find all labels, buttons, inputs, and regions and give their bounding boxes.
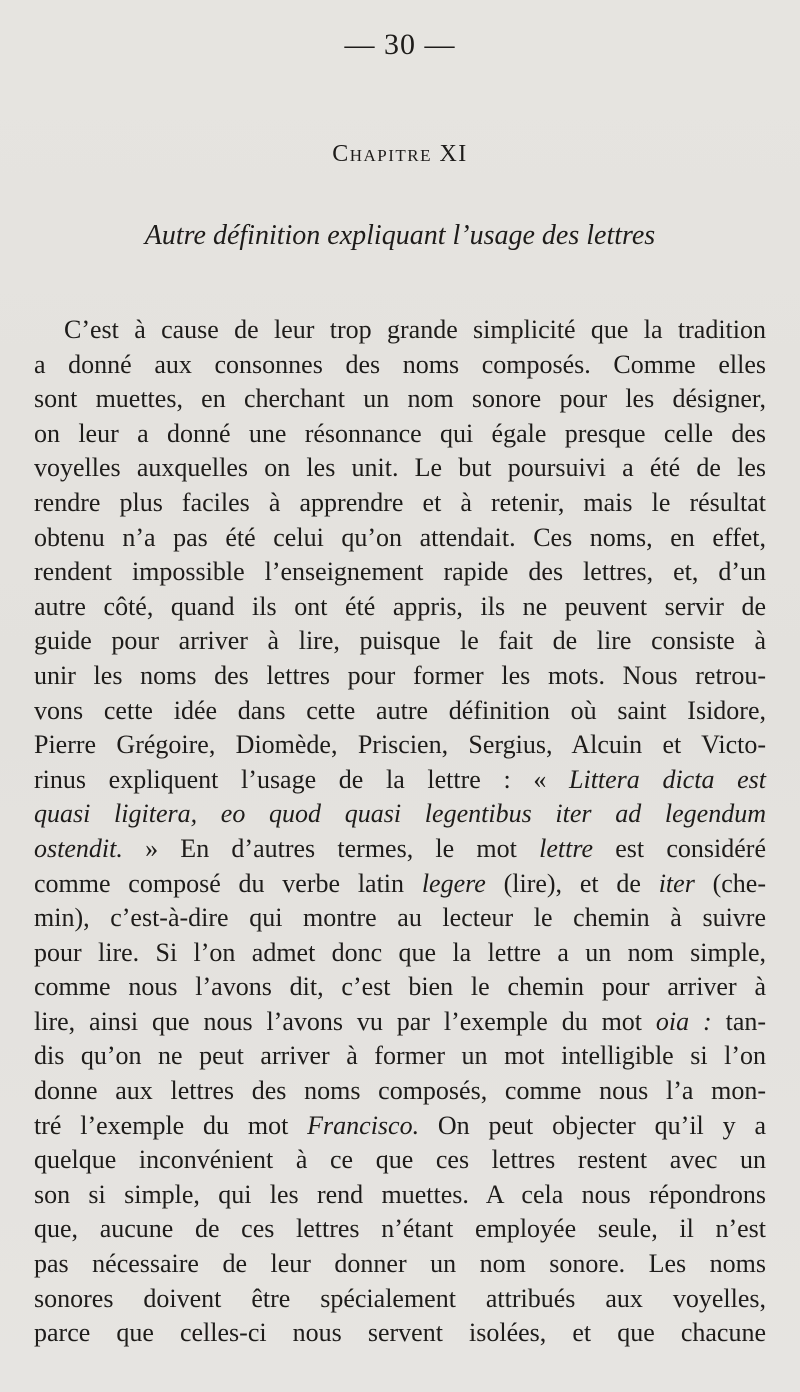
text-line [34, 728, 766, 763]
text-line [34, 1178, 766, 1213]
text-run: autre côté, quand ils ont été appris, ils ne peuvent servir de [34, 591, 766, 621]
text-line [34, 763, 766, 798]
text-line [34, 486, 766, 521]
italic-text-run: oia : [655, 1006, 712, 1036]
text-line [34, 1074, 766, 1109]
text-line [34, 1282, 766, 1317]
text-line [34, 1212, 766, 1247]
text-run: parce que celles-ci nous servent isolées, et que chacune [34, 1318, 766, 1348]
text-run: On peut objecter qu’il y a [419, 1110, 766, 1140]
text-line [34, 659, 766, 694]
text-run: unir les noms des lettres pour former les mots. Nous retrou- [34, 660, 766, 690]
text-line [34, 1039, 766, 1074]
italic-text-run: legere [421, 868, 486, 898]
text-run: rendent impossible l’enseignement rapide des lettres, et, d’un [34, 557, 766, 587]
text-run: sont muettes, en cherchant un nom sonore pour les désigner, [34, 384, 766, 414]
text-run: on leur a donné une résonnance qui égale presque celle des [34, 418, 766, 448]
text-line [34, 797, 766, 832]
text-run: quelque inconvénient à ce que ces lettres restent avec un [34, 1145, 766, 1175]
text-line [34, 1109, 766, 1144]
text-run: voyelles auxquelles on les unit. Le but poursuivi a été de les [34, 453, 766, 483]
text-run: donne aux lettres des noms composés, comme nous l’a mon- [34, 1076, 766, 1106]
text-run: comme nous l’avons dit, c’est bien le chemin pour arriver à [34, 972, 766, 1002]
text-line [34, 382, 766, 417]
text-run: dis qu’on ne peut arriver à former un mot intelligible si l’on [34, 1041, 766, 1071]
page-number: — 30 — [344, 28, 456, 61]
text-run: vons cette idée dans cette autre définition où saint Isidore, [34, 695, 766, 725]
text-run: Pierre Grégoire, Diomède, Priscien, Sergius, Alcuin et Victo- [34, 730, 766, 760]
text-run: lire, ainsi que nous l’avons vu par l’exemple du mot [34, 1006, 656, 1036]
text-run: tré l’exemple du mot [34, 1110, 308, 1140]
text-line [34, 555, 766, 590]
chapter-subtitle: Autre définition expliquant l’usage des lettres [144, 220, 656, 251]
text-run: C’est à cause de leur trop grande simplicité que la tradition [64, 315, 766, 344]
text-line [34, 832, 766, 867]
text-run: a donné aux consonnes des noms composés. Comme elles [34, 349, 766, 379]
text-run: guide pour arriver à lire, puisque le fait de lire consiste à [34, 626, 766, 656]
text-run: tan- [711, 1006, 767, 1036]
text-line [34, 694, 766, 729]
text-line [34, 1143, 766, 1178]
italic-text-run: lettre [539, 833, 594, 863]
text-line [34, 451, 766, 486]
text-line [34, 417, 766, 452]
text-run: pas nécessaire de leur donner un nom sonore. Les noms [34, 1249, 766, 1279]
text-run: que, aucune de ces lettres n’étant employée seule, il n’est [34, 1214, 766, 1244]
text-line [34, 624, 766, 659]
text-run: min), c’est-à-dire qui montre au lecteur le chemin à suivre [34, 903, 766, 933]
text-run: (che- [694, 868, 766, 898]
text-line [34, 970, 766, 1005]
italic-text-run: Francisco. [307, 1110, 420, 1140]
text-line [34, 1247, 766, 1282]
text-run: rinus expliquent l’usage de la lettre : « [34, 764, 570, 794]
text-run: comme composé du verbe latin [34, 868, 422, 898]
text-line [34, 313, 766, 348]
italic-text-run: iter [658, 868, 695, 898]
text-run: pour lire. Si l’on admet donc que la lettre a un nom simple, [34, 937, 766, 967]
italic-text-run: Littera dicta est [569, 764, 766, 794]
italic-text-run: ostendit. [34, 833, 123, 863]
text-run: son si simple, qui les rend muettes. A cela nous répondrons [34, 1179, 766, 1209]
text-run: sonores doivent être spécialement attribués aux voyelles, [34, 1283, 766, 1313]
body-paragraph [34, 313, 766, 1351]
chapter-title: Chapitre XI [332, 141, 468, 167]
text-line [34, 521, 766, 556]
text-run: (lire), et de [485, 868, 659, 898]
text-line [34, 867, 766, 902]
text-line [34, 1005, 766, 1040]
text-line [34, 936, 766, 971]
text-line [34, 1316, 766, 1351]
text-line [34, 348, 766, 383]
text-run: est considéré [593, 833, 766, 863]
text-run: obtenu n’a pas été celui qu’on attendait. Ces noms, en effet, [34, 522, 766, 552]
italic-text-run: quasi ligitera, eo quod quasi legentibus iter ad legendum [34, 799, 766, 829]
text-run: rendre plus faciles à apprendre et à retenir, mais le résultat [34, 487, 766, 517]
text-line [34, 901, 766, 936]
text-line [34, 590, 766, 625]
text-run: » En d’autres termes, le mot [122, 833, 540, 863]
